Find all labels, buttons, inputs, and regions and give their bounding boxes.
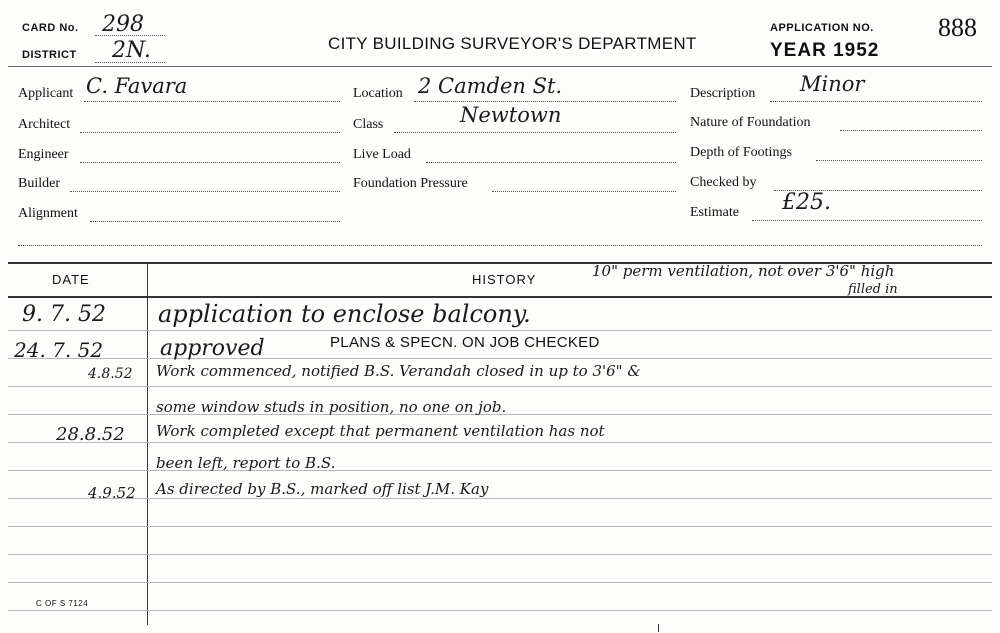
ruled-line [8, 386, 992, 387]
nature-of-foundation-label: Nature of Foundation [690, 115, 811, 130]
date-column-header: DATE [52, 272, 90, 287]
location-line [414, 101, 676, 102]
district-label: DISTRICT [22, 49, 77, 61]
ruled-line [8, 526, 992, 527]
nature-of-foundation-line [840, 130, 982, 131]
architect-label: Architect [18, 117, 71, 132]
card-no-value: 298 [102, 12, 144, 37]
entry-text: application to enclose balcony. [158, 300, 531, 328]
alignment-label: Alignment [18, 206, 78, 221]
engineer-line [80, 162, 340, 163]
history-header-note-1: 10" perm ventilation, not over 3'6" high [592, 262, 895, 280]
entry-text-continued: been left, report to B.S. [156, 454, 336, 472]
entry-text: Work commenced, notified B.S. Verandah closed in up to 3'6" & [156, 362, 641, 380]
district-value: 2N. [112, 38, 151, 63]
depth-of-footings-label: Depth of Footings [690, 145, 792, 160]
history-header-note-2: filled in [848, 282, 898, 297]
ruled-line [8, 330, 992, 331]
entry-text: approved [160, 336, 265, 361]
entry-date: 28.8.52 [56, 424, 125, 445]
class-label: Class [353, 117, 384, 132]
department-title: CITY BUILDING SURVEYOR'S DEPARTMENT [328, 34, 697, 53]
history-column-header: HISTORY [472, 272, 537, 287]
estimate-value: £25. [782, 190, 831, 215]
location-value: 2 Camden St. [418, 74, 563, 98]
entry-text: Work completed except that permanent ventilation has not [156, 422, 605, 440]
entry-date: 9. 7. 52 [22, 302, 106, 327]
header-divider [8, 66, 992, 67]
ruled-line [8, 582, 992, 583]
class-line [394, 132, 676, 133]
ruled-line [8, 358, 992, 359]
alignment-line [90, 221, 340, 222]
estimate-line [752, 220, 982, 221]
applicant-line [84, 101, 340, 102]
builder-line [70, 191, 340, 192]
card-no-label: CARD No. [22, 22, 79, 34]
live-load-label: Live Load [353, 147, 411, 162]
applicant-value: C. Favara [86, 74, 188, 98]
application-no-value: 888 [938, 13, 977, 42]
entry-date: 24. 7. 52 [14, 338, 104, 362]
foundation-pressure-label: Foundation Pressure [353, 176, 468, 191]
class-value: Newtown [460, 103, 562, 127]
application-no-label: APPLICATION NO. [770, 22, 874, 34]
ruled-line [8, 442, 992, 443]
history-header-rule [8, 296, 992, 298]
applicant-label: Applicant [18, 86, 74, 101]
edge-mark [658, 624, 659, 632]
plans-checked-stamp: PLANS & SPECN. ON JOB CHECKED [330, 334, 600, 351]
live-load-line [426, 162, 676, 163]
description-line [770, 101, 982, 102]
ruled-line [8, 610, 992, 611]
blank-line [18, 245, 982, 246]
form-code: C OF S 7124 [36, 599, 89, 608]
year-label: YEAR 1952 [770, 40, 880, 61]
entry-date: 4.8.52 [88, 366, 133, 382]
description-label: Description [690, 86, 756, 101]
checked-by-label: Checked by [690, 175, 757, 190]
entry-text-continued: some window studs in position, no one on job. [156, 398, 507, 416]
ruled-line [8, 554, 992, 555]
entry-text: As directed by B.S., marked off list J.M. Kay [156, 480, 489, 498]
entry-date: 4.9.52 [88, 484, 136, 502]
builder-label: Builder [18, 176, 60, 191]
location-label: Location [353, 86, 403, 101]
date-column-divider [147, 263, 148, 625]
architect-line [80, 132, 340, 133]
ruled-line [8, 498, 992, 499]
depth-of-footings-line [816, 160, 982, 161]
description-value: Minor [800, 72, 865, 96]
estimate-label: Estimate [690, 205, 739, 220]
engineer-label: Engineer [18, 147, 69, 162]
foundation-pressure-line [492, 191, 676, 192]
